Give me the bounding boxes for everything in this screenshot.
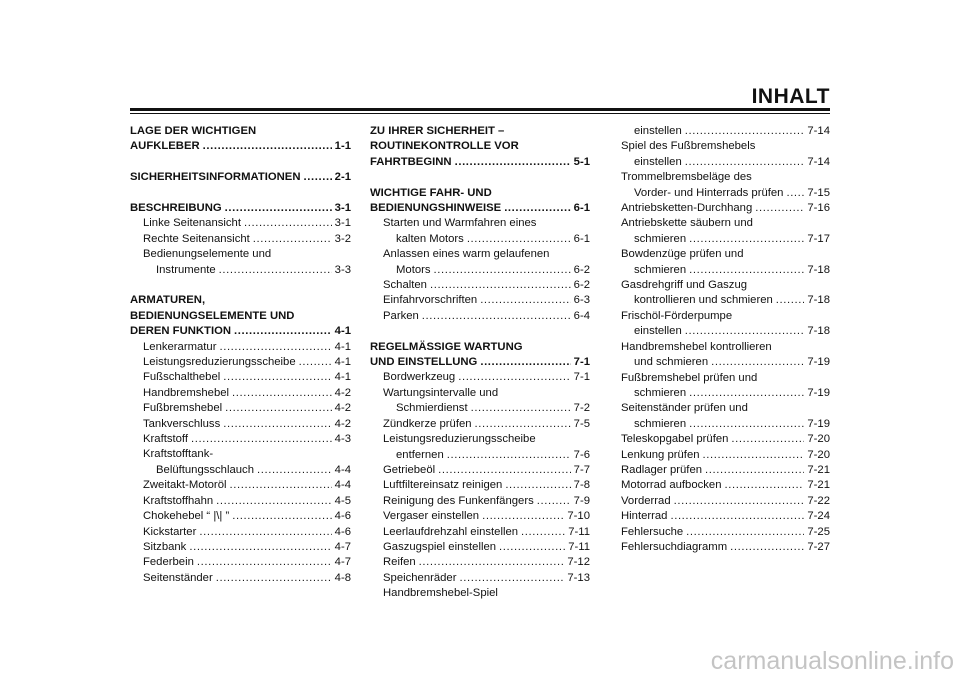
toc-entry-title: einstellen <box>634 325 682 338</box>
page-number: 7-27 <box>807 540 830 553</box>
page-title: INHALT <box>751 85 830 108</box>
dot-leader <box>724 478 804 493</box>
page-number: 6-1 <box>573 202 590 215</box>
toc-entry-title: Sitzbank <box>143 540 187 553</box>
header-rule-thick <box>130 108 830 111</box>
toc-entry-title: AUFKLEBER <box>130 140 200 153</box>
toc-entry[interactable] <box>130 263 351 278</box>
page-number: 7-12 <box>567 556 590 569</box>
page-number: 1-1 <box>334 140 351 153</box>
watermark: carmanualsonline.info <box>710 647 954 675</box>
toc-entry-title: Parken <box>383 309 419 322</box>
toc-entry[interactable] <box>130 555 351 570</box>
page-number: 7-18 <box>807 263 830 276</box>
toc-entry-title: schmieren <box>634 263 687 276</box>
page-number: 4-2 <box>334 402 351 415</box>
toc-entry[interactable] <box>621 463 830 478</box>
dot-leader <box>499 540 565 555</box>
page-number: 3-1 <box>334 217 351 230</box>
toc-entry-line: Starten und Warmfahren eines <box>383 217 537 230</box>
toc-column-1 <box>130 124 351 586</box>
toc-section-heading: WICHTIGE FAHR- UND <box>370 186 492 199</box>
page-number: 7-19 <box>807 386 830 399</box>
page-number: 4-6 <box>334 525 351 538</box>
toc-entry-title: Kraftstoff <box>143 433 188 446</box>
toc-entry-title: schmieren <box>634 386 687 399</box>
page-number: 4-4 <box>334 479 351 492</box>
toc-entry-title: Vorderrad <box>621 494 671 507</box>
toc-entry[interactable] <box>621 525 830 540</box>
page-number: 4-8 <box>334 571 351 584</box>
page-number: 4-7 <box>334 540 351 553</box>
toc-entry[interactable] <box>130 401 351 416</box>
dot-leader <box>459 571 564 586</box>
page-number: 7-15 <box>807 186 830 199</box>
dot-leader <box>504 201 570 216</box>
dot-leader <box>471 401 571 416</box>
toc-section-heading: REGELMÄSSIGE WARTUNG <box>370 340 523 353</box>
toc-entry[interactable] <box>621 293 830 308</box>
page-number: 4-3 <box>334 433 351 446</box>
page-number: 4-1 <box>334 356 351 369</box>
dot-leader <box>505 478 570 493</box>
toc-column-3 <box>621 124 830 555</box>
toc-entry-title: Federbein <box>143 556 194 569</box>
page-number: 7-20 <box>807 448 830 461</box>
page-number: 7-24 <box>807 510 830 523</box>
toc-entry-title: Fehlersuche <box>621 525 684 538</box>
page-number: 7-9 <box>573 494 590 507</box>
toc-entry-title: Handbremshebel <box>143 386 230 399</box>
toc-entry-line: Trommelbremsbeläge des <box>621 171 752 184</box>
toc-entry-line: Bedienungselemente und <box>143 248 272 261</box>
dot-leader <box>244 216 332 231</box>
toc-entry[interactable] <box>621 186 830 201</box>
toc-entry-line: Gasdrehgriff und Gaszug <box>621 279 748 292</box>
toc-section-entry[interactable] <box>370 155 590 170</box>
toc-entry-line: Spiel des Fußbremshebels <box>621 140 756 153</box>
dot-leader <box>686 525 804 540</box>
toc-entry-title: Einfahrvorschriften <box>383 294 478 307</box>
page-number: 4-7 <box>334 556 351 569</box>
dot-leader <box>219 340 331 355</box>
section-spacer <box>130 186 351 201</box>
dot-leader <box>203 139 332 154</box>
toc-entry[interactable] <box>370 463 590 478</box>
toc-entry-title: Chokehebel “ |\| ” <box>143 510 230 523</box>
dot-leader <box>199 525 331 540</box>
toc-section-entry[interactable] <box>130 170 351 185</box>
page-number: 4-2 <box>334 386 351 399</box>
toc-entry-title: FAHRTBEGINN <box>370 155 452 168</box>
dot-leader <box>458 370 570 385</box>
page-number: 4-2 <box>334 417 351 430</box>
page-number: 6-3 <box>573 294 590 307</box>
toc-entry-title: Lenkerarmatur <box>143 340 217 353</box>
dot-leader <box>230 478 332 493</box>
dot-leader <box>197 555 332 570</box>
dot-leader <box>755 201 804 216</box>
toc-entry[interactable] <box>370 401 590 416</box>
toc-entry-title: Schmierdienst <box>396 402 468 415</box>
toc-entry-line: Handbremshebel kontrollieren <box>621 340 772 353</box>
toc-entry-title: Teleskopgabel prüfen <box>621 433 729 446</box>
toc-entry-line: Frischöl-Förderpumpe <box>621 309 733 322</box>
dot-leader <box>299 355 332 370</box>
toc-entry[interactable] <box>621 155 830 170</box>
dot-leader <box>225 201 332 216</box>
dot-leader <box>537 494 571 509</box>
toc-section-entry[interactable] <box>370 201 590 216</box>
toc-section-heading: ARMATUREN, <box>130 294 206 307</box>
toc-entry-line: Antriebskette säubern und <box>621 217 753 230</box>
toc-entry[interactable] <box>130 386 351 401</box>
page-number: 6-1 <box>573 232 590 245</box>
dot-leader <box>304 170 332 185</box>
toc-entry-title: Leerlaufdrehzahl einstellen <box>383 525 519 538</box>
toc-entry[interactable] <box>621 201 830 216</box>
page-number: 7-17 <box>807 232 830 245</box>
page-number: 7-18 <box>807 325 830 338</box>
toc-entry-title: DEREN FUNKTION <box>130 325 232 338</box>
dot-leader <box>685 155 805 170</box>
dot-leader <box>685 324 805 339</box>
dot-leader <box>685 124 805 139</box>
toc-entry-title: Hinterrad <box>621 510 668 523</box>
toc-entry-title: Schalten <box>383 279 427 292</box>
page-number: 2-1 <box>334 171 351 184</box>
toc-entry[interactable] <box>621 124 830 139</box>
dot-leader <box>419 555 565 570</box>
dot-leader <box>480 355 570 370</box>
toc-entry-title: Gaszugspiel einstellen <box>383 540 497 553</box>
dot-leader <box>447 448 571 463</box>
dot-leader <box>216 571 332 586</box>
page-number: 6-2 <box>573 263 590 276</box>
section-spacer <box>370 170 590 185</box>
toc-entry[interactable] <box>621 386 830 401</box>
toc-entry-title: Leistungsreduzierungsscheibe <box>143 356 296 369</box>
page-number: 7-19 <box>807 417 830 430</box>
toc-entry[interactable] <box>370 478 590 493</box>
dot-leader <box>434 263 571 278</box>
page-number: 6-4 <box>573 309 590 322</box>
dot-leader <box>482 509 564 524</box>
toc-entry-title: einstellen <box>634 155 682 168</box>
toc-entry[interactable] <box>370 494 590 509</box>
page-number: 7-8 <box>573 479 590 492</box>
dot-leader <box>430 278 571 293</box>
toc-entry-title: Fußbremshebel <box>143 402 223 415</box>
toc-entry[interactable] <box>621 324 830 339</box>
dot-leader <box>689 417 804 432</box>
dot-leader <box>689 232 804 247</box>
toc-entry-title: Kickstarter <box>143 525 197 538</box>
toc-entry-line: Leistungsreduzierungsscheibe <box>383 433 536 446</box>
toc-entry-title: Belüftungsschlauch <box>156 463 254 476</box>
page-number: 7-19 <box>807 356 830 369</box>
dot-leader <box>189 540 331 555</box>
toc-entry[interactable] <box>621 448 830 463</box>
dot-leader <box>480 293 570 308</box>
page-number: 7-18 <box>807 294 830 307</box>
toc-entry[interactable] <box>621 417 830 432</box>
toc-entry[interactable] <box>621 355 830 370</box>
page-number: 7-14 <box>807 125 830 137</box>
page-number: 7-21 <box>807 463 830 476</box>
toc-entry-title: BEDIENUNGSHINWEISE <box>370 202 502 215</box>
dot-leader <box>225 401 332 416</box>
toc-entry-title: Lenkung prüfen <box>621 448 700 461</box>
dot-leader <box>705 463 804 478</box>
toc-section-entry[interactable] <box>130 324 351 339</box>
toc-section-entry[interactable] <box>370 355 590 370</box>
dot-leader <box>475 417 571 432</box>
toc-entry-title: Luftfiltereinsatz reinigen <box>383 479 503 492</box>
toc-section-entry[interactable] <box>130 139 351 154</box>
toc-entry[interactable] <box>130 478 351 493</box>
toc-entry-title: Speichenräder <box>383 571 457 584</box>
toc-entry[interactable] <box>370 540 590 555</box>
toc-entry[interactable] <box>370 525 590 540</box>
toc-entry[interactable] <box>370 309 590 324</box>
toc-entry[interactable] <box>370 555 590 570</box>
toc-entry-title: Tankverschluss <box>143 417 221 430</box>
page-number: 7-6 <box>573 448 590 461</box>
dot-leader <box>422 309 571 324</box>
dot-leader <box>786 186 804 201</box>
page-number: 7-14 <box>807 155 830 168</box>
page-number: 4-1 <box>334 325 351 338</box>
page-number: 7-7 <box>573 463 590 476</box>
toc-entry-line: Kraftstofftank- <box>143 448 214 461</box>
toc-entry[interactable] <box>130 571 351 586</box>
toc-entry-line: Fußbremshebel prüfen und <box>621 371 758 384</box>
toc-section-heading: BEDIENUNGSELEMENTE UND <box>130 309 295 322</box>
toc-entry-title: Vorder- und Hinterrads prüfen <box>634 186 784 199</box>
toc-entry[interactable] <box>370 263 590 278</box>
toc-entry-title: SICHERHEITSINFORMATIONEN <box>130 171 301 184</box>
dot-leader <box>689 263 804 278</box>
toc-entry-line: Anlassen eines warm gelaufenen <box>383 248 550 261</box>
toc-entry[interactable] <box>621 478 830 493</box>
dot-leader <box>223 370 331 385</box>
page-number: 7-16 <box>807 202 830 215</box>
toc-entry-title: Linke Seitenansicht <box>143 217 241 230</box>
dot-leader <box>730 540 804 555</box>
dot-leader <box>674 494 805 509</box>
toc-entry-title: Vergaser einstellen <box>383 510 480 523</box>
toc-entry[interactable] <box>370 232 590 247</box>
toc-entry[interactable] <box>130 540 351 555</box>
toc-entry-title: Zündkerze prüfen <box>383 417 472 430</box>
toc-entry[interactable] <box>621 509 830 524</box>
toc-section-heading: ROUTINEKONTROLLE VOR <box>370 140 519 153</box>
toc-entry-title: Rechte Seitenansicht <box>143 232 250 245</box>
toc-entry-title: Reinigung des Funkenfängers <box>383 494 534 507</box>
toc-entry[interactable] <box>130 463 351 478</box>
dot-leader <box>776 293 805 308</box>
toc-entry-title: Motors <box>396 263 431 276</box>
dot-leader <box>232 509 331 524</box>
toc-entry[interactable] <box>130 340 351 355</box>
page-number: 7-22 <box>807 494 830 507</box>
header-rule-thin <box>130 113 830 114</box>
toc-entry[interactable] <box>130 232 351 247</box>
page-number: 4-1 <box>334 371 351 384</box>
toc-entry[interactable] <box>130 525 351 540</box>
toc-entry-line: Bowdenzüge prüfen und <box>621 248 744 261</box>
dot-leader <box>467 232 571 247</box>
toc-entry-title: Fehlersuchdiagramm <box>621 540 728 553</box>
toc-entry[interactable] <box>130 432 351 447</box>
section-spacer <box>370 324 590 339</box>
toc-entry-line: Wartungsintervalle und <box>383 386 499 399</box>
toc-entry[interactable] <box>370 571 590 586</box>
toc-entry-title: einstellen <box>634 125 682 137</box>
dot-leader <box>219 263 332 278</box>
toc-entry[interactable] <box>130 355 351 370</box>
toc-entry-title: Radlager prüfen <box>621 463 703 476</box>
toc-entry-title: schmieren <box>634 417 687 430</box>
dot-leader <box>670 509 804 524</box>
dot-leader <box>731 432 804 447</box>
toc-entry-title: UND EINSTELLUNG <box>370 356 478 369</box>
page-number: 5-1 <box>573 155 590 168</box>
toc-entry-title: Motorrad aufbocken <box>621 479 722 492</box>
page-number: 4-6 <box>334 510 351 523</box>
dot-leader <box>455 155 571 170</box>
page-number: 4-4 <box>334 463 351 476</box>
dot-leader <box>253 232 332 247</box>
toc-entry[interactable] <box>130 370 351 385</box>
dot-leader <box>689 386 804 401</box>
toc-entry-title: Antriebsketten-Durchhang <box>621 202 753 215</box>
toc-entry-title: Seitenständer <box>143 571 213 584</box>
toc-entry-title: schmieren <box>634 232 687 245</box>
section-spacer <box>130 155 351 170</box>
toc-entry[interactable] <box>370 448 590 463</box>
page-number: 7-20 <box>807 433 830 446</box>
page-number: 7-25 <box>807 525 830 538</box>
toc-entry[interactable] <box>130 494 351 509</box>
toc-entry-line: Seitenständer prüfen und <box>621 402 748 415</box>
toc-entry-title: Instrumente <box>156 263 216 276</box>
toc-entry[interactable] <box>621 232 830 247</box>
section-spacer <box>130 278 351 293</box>
toc-entry-title: Zweitakt-Motoröl <box>143 479 227 492</box>
page-number: 7-1 <box>573 356 590 369</box>
page-number: 7-11 <box>568 525 590 538</box>
toc-entry-title: Fußschalthebel <box>143 371 221 384</box>
toc-entry[interactable] <box>621 432 830 447</box>
toc-entry-title: BESCHREIBUNG <box>130 202 222 214</box>
toc-entry[interactable] <box>621 263 830 278</box>
dot-leader <box>257 463 332 478</box>
toc-section-entry[interactable] <box>130 201 351 216</box>
toc-entry[interactable] <box>621 494 830 509</box>
page-number: 7-21 <box>807 479 830 492</box>
toc-entry[interactable] <box>130 216 351 231</box>
page-number: 7-2 <box>573 402 590 415</box>
toc-entry-title: kalten Motors <box>396 232 464 245</box>
toc-section-heading: ZU IHRER SICHERHEIT – <box>370 125 505 137</box>
toc-entry[interactable] <box>370 509 590 524</box>
toc-entry[interactable] <box>621 540 830 555</box>
toc-entry[interactable] <box>370 417 590 432</box>
dot-leader <box>703 448 805 463</box>
toc-entry[interactable] <box>130 417 351 432</box>
dot-leader <box>234 324 332 339</box>
page-number: 4-1 <box>334 340 351 353</box>
page-number: 3-1 <box>334 202 351 214</box>
page-number: 3-2 <box>334 232 351 245</box>
dot-leader <box>711 355 804 370</box>
toc-entry[interactable] <box>370 370 590 385</box>
toc-entry-title: und schmieren <box>634 356 709 369</box>
page-number: 3-3 <box>334 263 351 276</box>
page-number: 7-5 <box>573 417 590 430</box>
dot-leader <box>223 417 331 432</box>
toc-entry[interactable] <box>370 293 590 308</box>
page-number: 6-2 <box>573 279 590 292</box>
dot-leader <box>232 386 332 401</box>
toc-section-heading: LAGE DER WICHTIGEN <box>130 125 257 137</box>
dot-leader <box>191 432 332 447</box>
toc-entry-title: Kraftstoffhahn <box>143 494 214 507</box>
page-number: 7-1 <box>573 371 590 384</box>
toc-entry-title: kontrollieren und schmieren <box>634 294 773 307</box>
toc-column-2 <box>370 124 590 602</box>
toc-entry[interactable] <box>370 278 590 293</box>
toc-entry-title: Reifen <box>383 556 416 569</box>
dot-leader <box>216 494 332 509</box>
toc-entry-title: Getriebeöl <box>383 463 436 476</box>
toc-entry[interactable] <box>130 509 351 524</box>
page-number: 7-11 <box>568 540 590 553</box>
toc-entry-title: entfernen <box>396 448 444 461</box>
toc-entry-line: Handbremshebel-Spiel <box>383 587 498 600</box>
page-number: 7-10 <box>567 510 590 523</box>
dot-leader <box>438 463 571 478</box>
dot-leader <box>521 525 565 540</box>
page-number: 4-5 <box>334 494 351 507</box>
page-number: 7-13 <box>567 571 590 584</box>
toc-entry-title: Bordwerkzeug <box>383 371 456 384</box>
